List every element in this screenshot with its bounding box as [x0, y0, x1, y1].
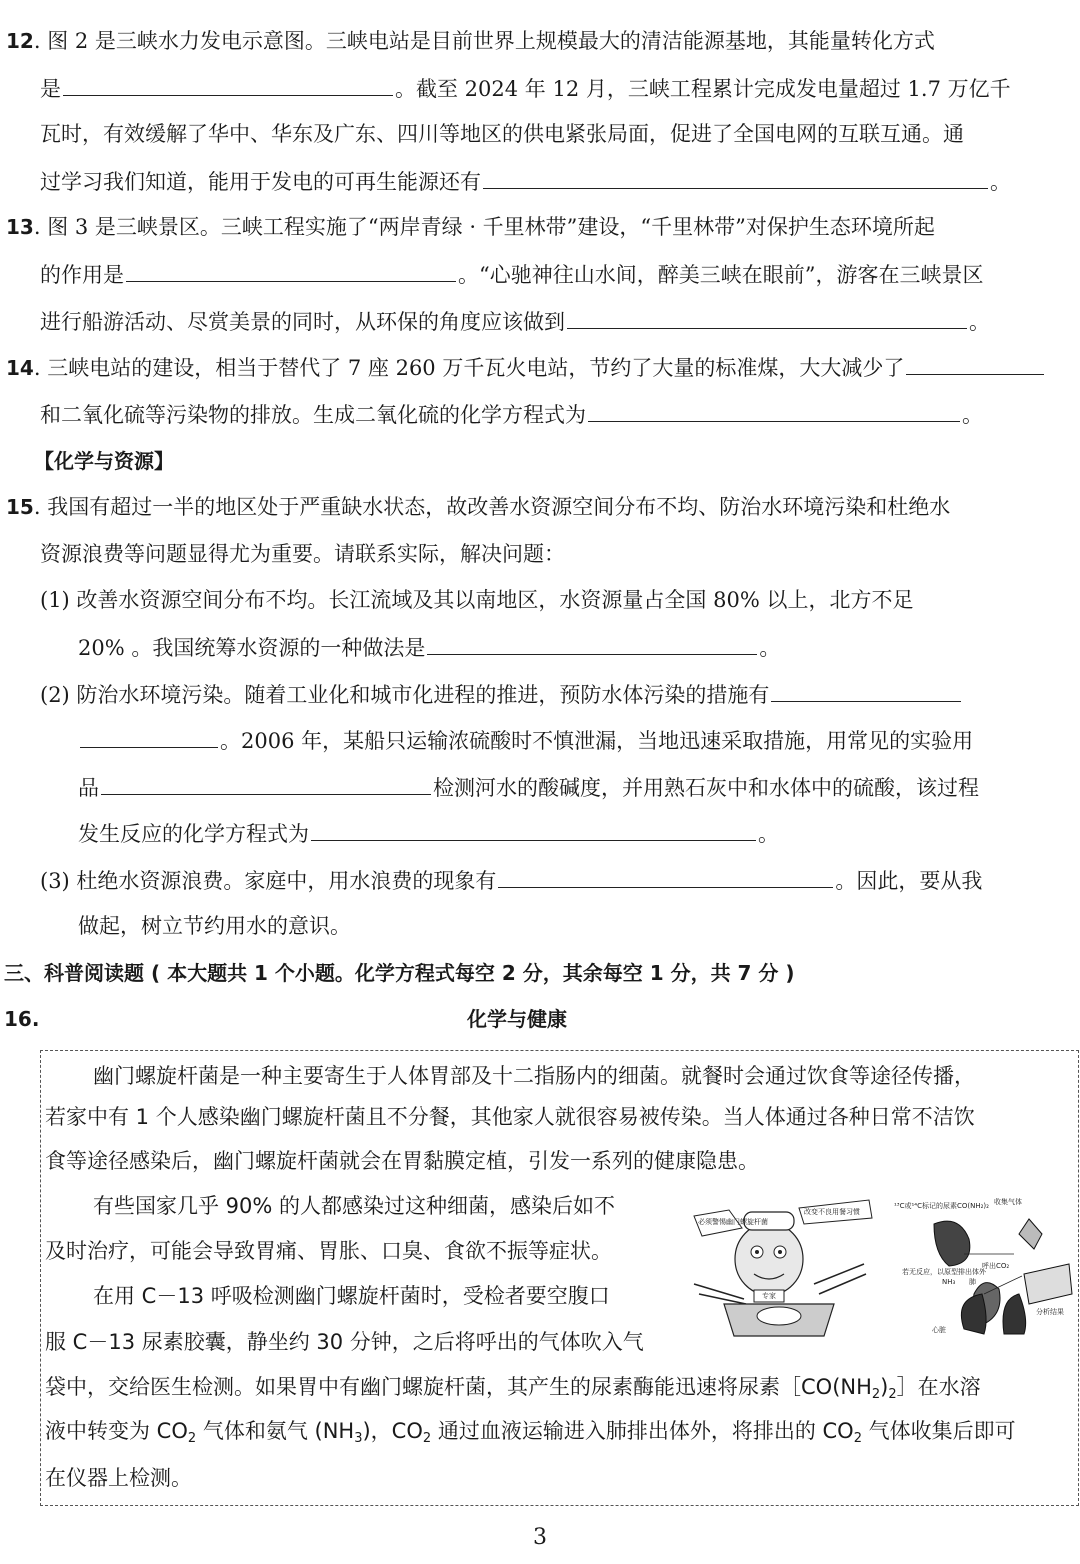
q12-text-4a: 过学习我们知道，能用于发电的可再生能源还有: [40, 170, 481, 194]
q15-line-1: [6, 492, 950, 522]
passage-line-8-a: 袋中，交给医生检测。如果胃中有幽门螺旋杆菌，其产生的尿素酶能迅速将尿素［CO(NH: [45, 1375, 872, 1399]
q13-text-2a: 的作用是: [40, 263, 124, 287]
q14-blank-1[interactable]: [906, 352, 1044, 375]
q13-blank-2[interactable]: [567, 306, 967, 329]
breath-test-diagram: [894, 1197, 1072, 1334]
q15-blank-6[interactable]: [498, 865, 833, 888]
q14-text-2b: 。: [962, 403, 983, 427]
passage-line-1: 幽门螺旋杆菌是一种主要寄生于人体胃部及十二指肠内的细菌。就餐时会通过饮食等途径传播，: [93, 1064, 975, 1088]
doctor-cartoon: [694, 1200, 872, 1336]
q15-p2-text-f: 。: [758, 822, 779, 846]
bubble-warning-text: 必须警惕幽门螺旋杆菌: [698, 1218, 768, 1226]
collect-gas-label: 收集气体: [994, 1198, 1022, 1206]
q15-blank-1[interactable]: [427, 632, 757, 655]
passage-line-3: 食等途径感染后，幽门螺旋杆菌就会在胃黏膜定植，引发一系列的健康隐患。: [45, 1149, 759, 1173]
q12-line-1: [6, 26, 935, 56]
q15-text-1: . 我国有超过一半的地区处于严重缺水状态，故改善水资源空间分布不均、防治水环境污染和杜绝水: [33, 495, 951, 519]
passage-line-8-c: ］在水溶: [896, 1375, 981, 1399]
q13-line-1: [6, 212, 935, 242]
passage-line-9: [45, 1416, 1016, 1454]
q15-p1-line-2: [78, 632, 780, 663]
passage-line-10: 在仪器上检测。: [45, 1466, 192, 1490]
passage-line-5: 及时治疗，可能会导致胃痛、胃胀、口臭、食欲不振等症状。: [45, 1239, 612, 1263]
q15-p1-text-c: 。: [759, 636, 781, 660]
q15-p3-text-a: (3) 杜绝水资源浪费。家庭中，用水浪费的现象有: [40, 869, 497, 893]
q12-line-4: [40, 166, 1011, 197]
lung-label: 肺: [969, 1278, 976, 1286]
q13-line-2: [40, 259, 983, 290]
q14-number: 14: [6, 356, 34, 380]
q13-blank-1[interactable]: [126, 259, 456, 282]
analysis-label: 分析结果: [1036, 1308, 1064, 1316]
heart-label: 心脏: [932, 1326, 946, 1334]
q14-blank-2[interactable]: [588, 399, 960, 422]
passage-line-6: 在用 C－13 呼吸检测幽门螺旋杆菌时，受检者要空腹口: [93, 1284, 610, 1308]
passage-line-9-sub3: 2: [422, 1431, 432, 1446]
h-pylori-illustration: [684, 1194, 1074, 1340]
expert-label: 专家: [762, 1292, 776, 1300]
passage-line-9-d: 通过血液运输进入肺排出体外，将排出的 CO: [431, 1419, 854, 1443]
q15-p3-text-c: 做起，树立节约用水的意识。: [78, 914, 351, 938]
q15-blank-3[interactable]: [80, 725, 218, 748]
q14-line-1: [6, 352, 1046, 383]
passage-line-8-sub1: 2: [871, 1387, 881, 1402]
q14-text-2a: 和二氧化硫等污染物的排放。生成二氧化硫的化学方程式为: [40, 403, 586, 427]
q12-text-3: 瓦时，有效缓解了华中、华东及广东、四川等地区的供电紧张局面，促进了全国电网的互联互通。通: [40, 122, 964, 146]
q12-number: 12: [6, 29, 34, 53]
q15-p2-text-a: (2) 防治水环境污染。随着工业化和城市化进程的推进，预防水体污染的措施有: [40, 683, 770, 707]
passage-line-7: 服 C－13 尿素胶囊，静坐约 30 分钟，之后将呼出的气体吹入气: [45, 1330, 644, 1354]
passage-line-9-b: 气体和氨气 (NH: [196, 1419, 355, 1443]
q15-p3-line-1: [40, 865, 982, 896]
passage-line-4: 有些国家几乎 90% 的人都感染过这种细菌，感染后如不: [93, 1194, 616, 1218]
passage-line-9-sub4: 2: [853, 1431, 862, 1446]
q15-blank-2[interactable]: [771, 679, 961, 702]
q15-p1-line-1: [40, 585, 913, 615]
q15-p2-text-c: 品: [78, 776, 99, 800]
q13-text-1: . 图 3 是三峡景区。三峡工程实施了“两岸青绿 · 千里林带”建设，“千里林带”对保护生态环境所起: [33, 215, 935, 239]
q15-p3-line-2: [78, 911, 351, 941]
q15-p2-line-3: [78, 772, 979, 803]
q15-blank-5[interactable]: [311, 818, 756, 841]
q12-text-4b: 。: [990, 170, 1011, 194]
q12-text-2b: 。截至 2024 年 12 月，三峡工程累计完成发电量超过 1.7 万亿千: [395, 77, 1011, 101]
exhale-co2-label: 呼出CO₂: [982, 1262, 1010, 1270]
q15-p2-line-2: [78, 725, 973, 756]
passage-line-9-sub2: 3: [354, 1431, 363, 1446]
bubble-habit-text: 改变不良用餐习惯: [804, 1208, 860, 1216]
q15-p2-line-4: [78, 818, 779, 849]
section-3-header: 三、科普阅读题 ( 本大题共 1 个小题。化学方程式每空 2 分，其余每空 1 分，共 7 分 ): [4, 961, 795, 985]
q15-p1-text-a: (1) 改善水资源空间分布不均。长江流域及其以南地区，水资源量占全国 80% 以上，北方不足: [40, 588, 914, 612]
q13-text-3a: 进行船游活动、尽赏美景的同时，从环保的角度应该做到: [40, 310, 565, 334]
q15-number: 15: [6, 495, 34, 519]
q16-number: 16.: [4, 1007, 40, 1031]
q12-blank-1[interactable]: [63, 73, 393, 96]
q12-text-2a: 是: [40, 77, 61, 101]
passage-line-8-b: ): [880, 1375, 889, 1399]
passage-line-9-e: 气体收集后即可: [861, 1419, 1016, 1443]
section-chem-resource: 【化学与资源】: [34, 449, 174, 473]
q12-line-3: [40, 119, 964, 149]
q12-line-2: [40, 73, 1011, 104]
page-number: 3: [533, 1525, 547, 1550]
q15-blank-4[interactable]: [101, 772, 431, 795]
passage-line-2: 若家中有 1 个人感染幽门螺旋杆菌且不分餐，其他家人就很容易被传染。当人体通过各种日常不洁饮: [45, 1105, 975, 1129]
q15-p2-text-b: 。2006 年，某船只运输浓硫酸时不慎泄漏，当地迅速采取措施，用常见的实验用: [220, 729, 974, 753]
q12-blank-2[interactable]: [483, 166, 988, 189]
urea-label: ¹³C或¹⁴C标记的尿素CO(NH₂)₂: [894, 1202, 989, 1210]
q12-text-1: . 图 2 是三峡水力发电示意图。三峡电站是目前世界上规模最大的清洁能源基地，其能量转化方式: [33, 29, 935, 53]
passage-line-9-c: )，CO: [362, 1419, 423, 1443]
q15-p2-text-d: 检测河水的酸碱度，并用熟石灰中和水体中的硫酸，该过程: [433, 776, 979, 800]
q16-line: [4, 1004, 1080, 1034]
q15-p2-text-e: 发生反应的化学方程式为: [78, 822, 309, 846]
q13-line-3: [40, 306, 990, 337]
passage-line-9-sub1: 2: [187, 1431, 197, 1446]
harmless-label: 若无反应，以原型排出体外: [902, 1268, 986, 1276]
q15-text-2: 资源浪费等问题显得尤为重要。请联系实际，解决问题：: [40, 542, 565, 566]
passage-line-8: [45, 1372, 981, 1410]
passage-line-9-a: 液中转变为 CO: [45, 1419, 188, 1443]
q13-text-3b: 。: [969, 310, 990, 334]
q15-p2-line-1: [40, 679, 963, 710]
q15-line-2: [40, 539, 565, 569]
q15-p3-text-b: 。因此，要从我: [835, 869, 983, 893]
q15-p1-text-b: 20% 。我国统筹水资源的一种做法是: [78, 636, 426, 660]
nh3-label: NH₃: [942, 1278, 956, 1286]
passage-line-8-sub2: 2: [888, 1387, 897, 1402]
q16-title: 化学与健康: [467, 1007, 567, 1031]
q14-text-1: . 三峡电站的建设，相当于替代了 7 座 260 万千瓦火电站，节约了大量的标准煤，大大减少了: [33, 356, 905, 380]
q13-number: 13: [6, 215, 34, 239]
q13-text-2b: 。“心驰神往山水间，醉美三峡在眼前”，游客在三峡景区: [458, 263, 984, 287]
q14-line-2: [40, 399, 983, 430]
